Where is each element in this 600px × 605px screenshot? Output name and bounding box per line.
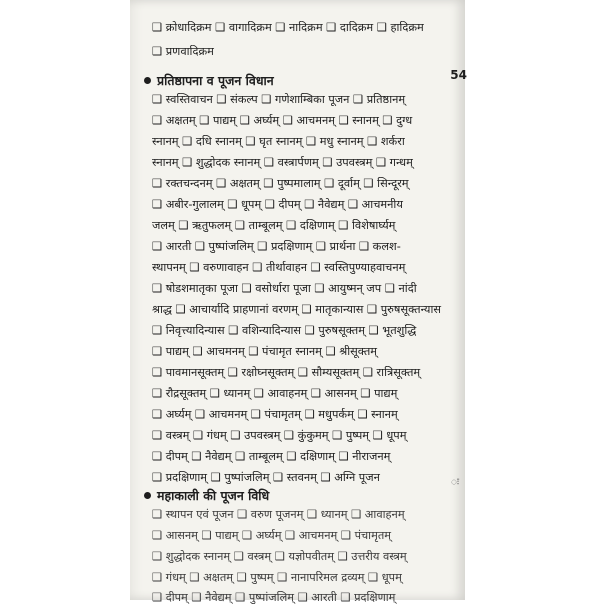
book-page — [130, 0, 467, 604]
text-line: स्नानम् ❑ शुद्धोदक स्नानम् ❑ वस्त्रार्पणम् ❑ उपवस्त्रम् ❑ गन्धम् — [152, 156, 413, 169]
text-line: ❑ अबीर-गुलालम् ❑ धूपम् ❑ दीपम् ❑ नैवेद्यम् ❑ आचमनीय — [152, 198, 403, 211]
text-line: ❑ आरती ❑ पुष्पांजलिम् ❑ प्रदक्षिणाम् ❑ प्रार्थना ❑ कलश- — [152, 240, 401, 253]
section-heading — [144, 72, 274, 89]
section-heading-text: प्रतिष्ठापना व पूजन विधान — [157, 73, 274, 88]
text-line: ❑ निवृत्त्यादिन्यास ❑ वशिन्यादिन्यास ❑ पुरुषसूक्तम् ❑ भूतशुद्धि — [152, 324, 417, 337]
text-line: ❑ वस्त्रम् ❑ गंधम् ❑ उपवस्त्रम् ❑ कुंकुमम् ❑ पुष्पम् ❑ धूपम् — [152, 429, 407, 442]
bullet-icon — [144, 492, 151, 499]
text-line: ❑ पावमानसूक्तम् ❑ रक्षोघ्नसूक्तम् ❑ सौम्यसूक्तम् ❑ रात्रिसूक्तम् — [152, 366, 421, 379]
text-line: स्थापनम् ❑ वरुणावाहन ❑ तीर्थावाहन ❑ स्वस्तिपुण्याहवाचनम् — [152, 261, 406, 274]
text-line: ❑ दीपम् ❑ नैवेद्यम् ❑ ताम्बूलम् ❑ दक्षिणाम् ❑ नीराजनम् — [152, 450, 391, 463]
text-line: ❑ प्रणवादिक्रम — [152, 45, 214, 58]
text-line: स्नानम् ❑ दधि स्नानम् ❑ घृत स्नानम् ❑ मधु स्नानम् ❑ शर्करा — [152, 135, 405, 148]
text-line: ❑ अर्घ्यम् ❑ आचमनम् ❑ पंचामृतम् ❑ मधुपर्कम् ❑ स्नानम् — [152, 408, 398, 421]
bullet-icon — [144, 77, 151, 84]
text-line: ❑ पाद्यम् ❑ आचमनम् ❑ पंचामृत स्नानम् ❑ श्रीसूक्तम् — [152, 345, 378, 358]
text-line: श्राद्ध ❑ आचार्यादि प्राहणानां वरणम् ❑ मातृकान्यास ❑ पुरुषसूक्तन्यास — [152, 303, 442, 316]
page-number: 54 — [450, 68, 467, 82]
text-line: ❑ गंधम् ❑ अक्षतम् ❑ पुष्पम् ❑ नानापरिमल द्रव्यम् ❑ धूपम् — [152, 571, 402, 584]
section-heading — [144, 487, 269, 504]
text-line: ❑ अक्षतम् ❑ पाद्यम् ❑ अर्घ्यम् ❑ आचमनम् ❑ स्नानम् ❑ दुग्ध — [152, 114, 413, 127]
margin-mark: ः — [451, 477, 459, 488]
text-line: जलम् ❑ ऋतुफलम् ❑ ताम्बूलम् ❑ दक्षिणाम् ❑ विशेषार्घ्यम् — [152, 219, 396, 232]
text-line: ❑ क्रोधादिक्रम ❑ वागादिक्रम ❑ नादिक्रम ❑ दादिक्रम ❑ हादिक्रम — [152, 21, 424, 34]
text-line: ❑ स्वस्तिवाचन ❑ संकल्प ❑ गणेशाम्बिका पूजन ❑ प्रतिष्ठानम् — [152, 93, 406, 106]
section-heading-text: महाकाली की पूजन विधि — [157, 488, 270, 503]
text-line: ❑ शुद्धोदक स्नानम् ❑ वस्त्रम् ❑ यज्ञोपवीतम् ❑ उत्तरीय वस्त्रम् — [152, 550, 407, 563]
text-line: ❑ षोडशमातृका पूजा ❑ वसोर्धारा पूजा ❑ आयुष्मन् जप ❑ नांदी — [152, 282, 417, 295]
text-line: ❑ प्रदक्षिणाम् ❑ पुष्पांजलिम् ❑ स्तवनम् ❑ अग्नि पूजन — [152, 471, 380, 484]
text-line: ❑ रक्तचन्दनम् ❑ अक्षतम् ❑ पुष्पमालाम् ❑ दूर्वाम् ❑ सिन्दूरम् — [152, 177, 409, 190]
text-line: ❑ स्थापन एवं पूजन ❑ वरुण पूजनम् ❑ ध्यानम् ❑ आवाहनम् — [152, 508, 405, 521]
text-line: ❑ दीपम् ❑ नैवेद्यम् ❑ पुष्पांजलिम् ❑ आरती ❑ प्रदक्षिणाम् — [152, 591, 396, 604]
text-line: ❑ आसनम् ❑ पाद्यम् ❑ अर्घ्यम् ❑ आचमनम् ❑ पंचामृतम् — [152, 529, 392, 542]
text-line: ❑ रौद्रसूक्तम् ❑ ध्यानम् ❑ आवाहनम् ❑ आसनम् ❑ पाद्यम् — [152, 387, 398, 400]
